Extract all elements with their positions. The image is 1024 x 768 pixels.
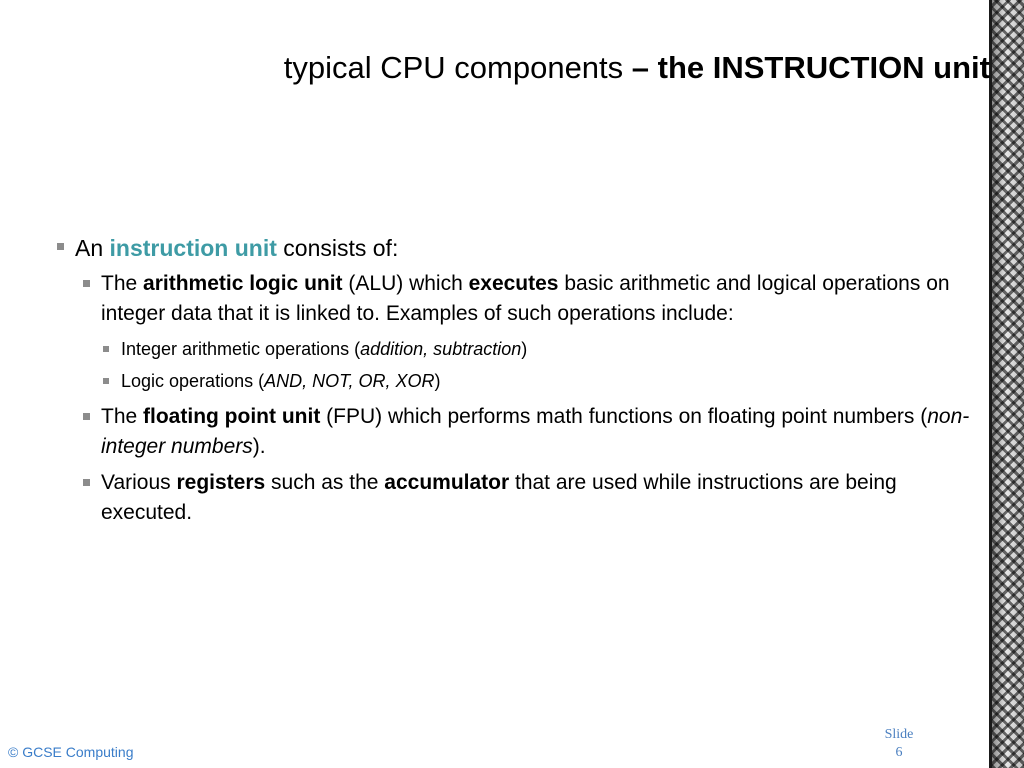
bullet-square-icon (103, 378, 109, 384)
bullet-text: that are used while instructions are being executed. (101, 471, 897, 524)
bullet-text: basic arithmetic and logical operations on integer data that it is linked to. Examples of such operations include: (101, 272, 950, 325)
bullet-integer-arithmetic (103, 336, 991, 362)
decorative-pattern-strip (992, 0, 1024, 768)
bullet-text: ). (252, 435, 266, 458)
bullet-text: Logic operations ( (121, 371, 265, 391)
italic-term: AND, NOT, OR, XOR (264, 371, 435, 391)
bullet-fpu (82, 402, 991, 462)
title-normal: typical CPU components (283, 50, 632, 85)
bullet-list (56, 233, 991, 528)
bullet-registers (82, 468, 991, 528)
slide-label: Slide (884, 727, 914, 742)
bullet-text: (FPU) which performs math functions on floating point numbers ( (320, 405, 928, 428)
bullet-text: The (101, 405, 144, 428)
bullet-instruction-unit (56, 233, 991, 263)
bullet-square-icon (83, 280, 90, 287)
bullet-text: consists of: (276, 235, 399, 261)
italic-term: non-integer numbers (101, 405, 970, 458)
bullet-text: Integer arithmetic operations ( (121, 339, 361, 359)
bullet-square-icon (83, 413, 90, 420)
bullet-text: (ALU) which (342, 272, 469, 295)
bullet-text: Various (101, 471, 177, 494)
bold-term: accumulator (384, 471, 510, 494)
bullet-text: such as the (265, 471, 385, 494)
bold-term: floating point unit (143, 405, 321, 428)
bold-term: arithmetic logic unit (143, 272, 343, 295)
bullet-text: An (75, 235, 110, 261)
bullet-square-icon (83, 479, 90, 486)
slide-title (90, 48, 990, 88)
copyright-footer: © GCSE Computing (8, 744, 134, 760)
bold-term: registers (176, 471, 266, 494)
bullet-square-icon (103, 346, 109, 352)
bullet-text: ) (434, 371, 441, 391)
highlight-term: instruction unit (109, 235, 277, 261)
italic-term: addition, subtraction (360, 339, 522, 359)
slide-number (868, 726, 930, 762)
bullet-text: The (101, 272, 144, 295)
bold-term: executes (468, 272, 559, 295)
bullet-text: ) (521, 339, 528, 359)
title-bold: – the INSTRUCTION unit (631, 50, 990, 85)
bullet-logic-operations (103, 368, 991, 394)
bullet-alu (82, 269, 991, 329)
slide-number-value: 6 (895, 745, 903, 760)
bullet-square-icon (57, 243, 64, 250)
